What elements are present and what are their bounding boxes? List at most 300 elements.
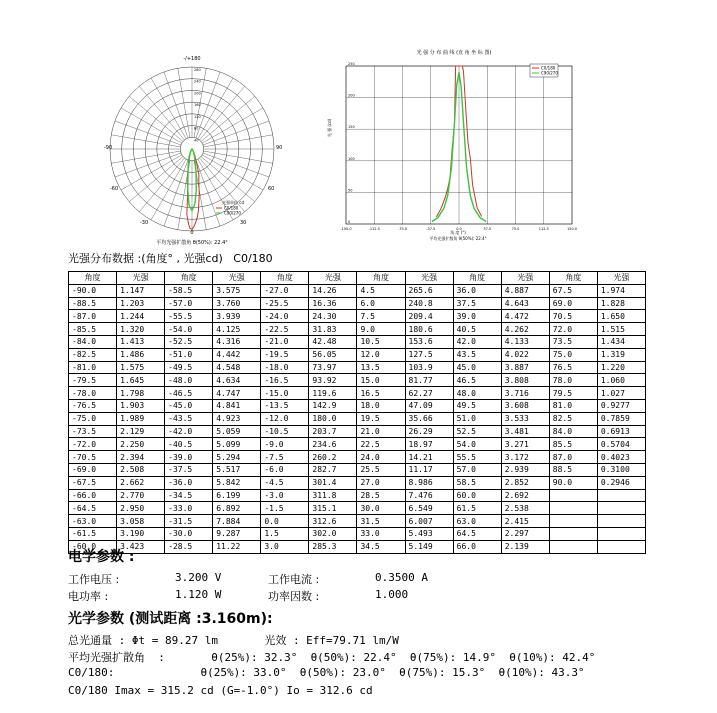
table-cell: 34.5: [357, 540, 405, 553]
table-cell: 3.058: [117, 515, 165, 528]
table-row: [69, 476, 646, 489]
voltage-value: 3.200 V: [175, 571, 222, 584]
table-cell: 1.220: [597, 361, 645, 374]
table-cell: 0.0: [261, 515, 309, 528]
table-cell: -16.5: [261, 374, 309, 387]
table-cell: 9.0: [357, 323, 405, 336]
table-cell: 0.2946: [597, 476, 645, 489]
table-cell: 3.0: [261, 540, 309, 553]
electrical-heading: 电学参数 :: [68, 549, 135, 565]
table-cell: [549, 489, 597, 502]
polar-distribution-chart: [98, 52, 288, 248]
table-title: 光强分布数据 :(角度° , 光强cd) C0/180: [68, 252, 273, 265]
table-cell: -84.0: [69, 335, 117, 348]
polar-spoke: [203, 121, 269, 145]
table-cell: -4.5: [261, 476, 309, 489]
table-cell: 79.5: [549, 387, 597, 400]
polar-left-label-90: -90: [104, 145, 113, 151]
table-cell: 1.434: [597, 335, 645, 348]
power-factor-value: 1.000: [375, 588, 409, 601]
table-cell: -90.0: [69, 284, 117, 297]
table-cell: 46.5: [453, 374, 501, 387]
y-tick-label: 100: [348, 156, 355, 161]
table-cell: -64.5: [69, 502, 117, 515]
current-label: 工作电流 :: [268, 573, 320, 586]
line-chart-ylabel: 光 强 (cd): [327, 118, 332, 138]
intensity-data-table: [68, 271, 646, 554]
polar-spoke: [164, 72, 188, 138]
polar-radial-label: 200: [194, 91, 201, 96]
table-cell: 51.0: [453, 412, 501, 425]
table-cell: 11.22: [213, 540, 261, 553]
table-cell: 78.0: [549, 374, 597, 387]
table-cell: 10.5: [357, 335, 405, 348]
table-cell: 1.974: [597, 284, 645, 297]
table-cell: 21.0: [357, 425, 405, 438]
x-tick-label: -150.0: [340, 227, 352, 231]
table-cell: 2.508: [117, 463, 165, 476]
polar-footer: 平均光强扩散角 θ(50%): 22.4°: [156, 240, 228, 246]
table-header-cell: 角度: [453, 272, 501, 285]
table-cell: 315.1: [309, 502, 357, 515]
table-cell: 2.139: [501, 540, 549, 553]
table-cell: 209.4: [405, 310, 453, 323]
table-cell: -85.5: [69, 323, 117, 336]
table-cell: 1.486: [117, 348, 165, 361]
table-cell: 36.0: [453, 284, 501, 297]
table-cell: 72.0: [549, 323, 597, 336]
table-cell: 58.5: [453, 476, 501, 489]
table-cell: 1.828: [597, 297, 645, 310]
table-cell: 0.5704: [597, 438, 645, 451]
voltage-label: 工作电压 :: [68, 573, 120, 586]
table-cell: -12.0: [261, 412, 309, 425]
table-cell: 3.716: [501, 387, 549, 400]
table-cell: 4.747: [213, 387, 261, 400]
line-chart-grid: [346, 66, 572, 224]
table-cell: 56.05: [309, 348, 357, 361]
legend-label-c90: C90/270: [541, 70, 558, 76]
table-cell: -67.5: [69, 476, 117, 489]
table-cell: 4.643: [501, 297, 549, 310]
table-cell: 45.0: [453, 361, 501, 374]
table-cell: 1.027: [597, 387, 645, 400]
table-cell: 4.472: [501, 310, 549, 323]
table-cell: 5.294: [213, 451, 261, 464]
table-cell: 88.5: [549, 463, 597, 476]
table-cell: 5.517: [213, 463, 261, 476]
x-tick-label: 37.5: [483, 227, 492, 231]
table-row: [69, 387, 646, 400]
table-cell: 30.0: [357, 502, 405, 515]
legend-label-c0: C0/180: [541, 65, 556, 71]
polar-left-label-60: -60: [110, 186, 119, 192]
table-row: [69, 284, 646, 297]
table-cell: 3.887: [501, 361, 549, 374]
table-cell: 12.0: [357, 348, 405, 361]
table-cell: 63.0: [453, 515, 501, 528]
table-cell: 6.892: [213, 502, 261, 515]
table-cell: 40.5: [453, 323, 501, 336]
polar-spoke: [199, 86, 244, 140]
table-cell: 2.939: [501, 463, 549, 476]
table-cell: 2.692: [501, 489, 549, 502]
polar-spoke: [201, 96, 255, 141]
table-cell: 93.92: [309, 374, 357, 387]
table-cell: -52.5: [165, 335, 213, 348]
table-cell: 5.059: [213, 425, 261, 438]
table-cell: 7.476: [405, 489, 453, 502]
table-cell: 3.271: [501, 438, 549, 451]
table-cell: 54.0: [453, 438, 501, 451]
table-cell: 3.575: [213, 284, 261, 297]
polar-spoke: [164, 160, 188, 226]
table-row: [69, 310, 646, 323]
y-tick-label: 150: [348, 125, 355, 130]
table-cell: 1.515: [597, 323, 645, 336]
y-tick-label: 0: [348, 220, 351, 224]
table-header-cell: 光强: [309, 272, 357, 285]
table-cell: -75.0: [69, 412, 117, 425]
table-cell: 3.172: [501, 451, 549, 464]
table-cell: [549, 540, 597, 553]
table-cell: -54.0: [165, 323, 213, 336]
table-row: [69, 323, 646, 336]
table-cell: 4.125: [213, 323, 261, 336]
polar-spoke: [139, 158, 184, 212]
table-cell: 265.6: [405, 284, 453, 297]
table-cell: 75.0: [549, 348, 597, 361]
line-chart-title: 光 强 分 布 曲 线 (直 角 坐 标 图): [416, 50, 492, 56]
table-cell: 2.950: [117, 502, 165, 515]
table-cell: -70.5: [69, 451, 117, 464]
table-cell: 27.0: [357, 476, 405, 489]
table-row: [69, 451, 646, 464]
table-cell: -76.5: [69, 399, 117, 412]
table-cell: 90.0: [549, 476, 597, 489]
table-cell: 4.022: [501, 348, 549, 361]
intensity-line-chart: [327, 48, 706, 244]
table-cell: 4.5: [357, 284, 405, 297]
table-cell: -15.0: [261, 387, 309, 400]
table-cell: 55.5: [453, 451, 501, 464]
table-row: [69, 463, 646, 476]
table-cell: 47.09: [405, 399, 453, 412]
table-cell: 4.923: [213, 412, 261, 425]
table-cell: [549, 515, 597, 528]
table-row: [69, 527, 646, 540]
x-tick-label: 75.0: [511, 227, 520, 231]
table-cell: 0.6913: [597, 425, 645, 438]
line-chart-axes: [340, 62, 577, 231]
table-cell: [597, 489, 645, 502]
polar-spoke: [129, 96, 183, 141]
table-cell: 1.319: [597, 348, 645, 361]
table-row: [69, 515, 646, 528]
table-cell: -21.0: [261, 335, 309, 348]
table-cell: 18.97: [405, 438, 453, 451]
table-cell: -10.5: [261, 425, 309, 438]
table-cell: -72.0: [69, 438, 117, 451]
table-cell: -22.5: [261, 323, 309, 336]
table-cell: 43.5: [453, 348, 501, 361]
table-cell: 2.662: [117, 476, 165, 489]
table-cell: 87.0: [549, 451, 597, 464]
table-cell: [549, 527, 597, 540]
table-cell: 311.8: [309, 489, 357, 502]
table-cell: 22.5: [357, 438, 405, 451]
table-cell: 4.887: [501, 284, 549, 297]
table-cell: 2.129: [117, 425, 165, 438]
table-cell: 33.0: [357, 527, 405, 540]
table-cell: [549, 502, 597, 515]
table-cell: 180.0: [309, 412, 357, 425]
table-cell: 301.4: [309, 476, 357, 489]
table-cell: -73.5: [69, 425, 117, 438]
table-row: [69, 489, 646, 502]
table-cell: 3.481: [501, 425, 549, 438]
table-cell: 1.650: [597, 310, 645, 323]
table-cell: 285.3: [309, 540, 357, 553]
table-cell: 62.27: [405, 387, 453, 400]
table-cell: -69.0: [69, 463, 117, 476]
table-header-cell: 角度: [261, 272, 309, 285]
table-cell: 3.760: [213, 297, 261, 310]
table-cell: 4.548: [213, 361, 261, 374]
flux-line: 总光通量 : Φt = 89.27 lm 光效 : Eff=79.71 lm/W: [68, 634, 399, 647]
table-cell: [597, 527, 645, 540]
table-cell: 25.5: [357, 463, 405, 476]
table-cell: 60.0: [453, 489, 501, 502]
polar-radial-label: 240: [194, 79, 201, 84]
table-cell: 0.4023: [597, 451, 645, 464]
table-header-cell: 光强: [117, 272, 165, 285]
table-cell: 70.5: [549, 310, 597, 323]
line-chart-legend: [530, 64, 558, 77]
table-cell: 11.17: [405, 463, 453, 476]
table-cell: 28.5: [357, 489, 405, 502]
polar-top-label: -/+180: [183, 56, 201, 62]
table-row: [69, 412, 646, 425]
table-cell: 81.77: [405, 374, 453, 387]
table-row: [69, 348, 646, 361]
polar-bottom-label: 0: [190, 230, 194, 236]
line-chart-xlabel: 角 度 (°): [450, 230, 466, 235]
table-cell: 2.297: [501, 527, 549, 540]
table-cell: -51.0: [165, 348, 213, 361]
table-cell: 76.5: [549, 361, 597, 374]
table-cell: 26.29: [405, 425, 453, 438]
table-cell: 2.250: [117, 438, 165, 451]
optical-heading: 光学参数 (测试距离 :3.160m):: [68, 611, 273, 627]
table-cell: -24.0: [261, 310, 309, 323]
table-cell: 4.634: [213, 374, 261, 387]
table-cell: -61.5: [69, 527, 117, 540]
table-cell: 1.203: [117, 297, 165, 310]
table-cell: -43.5: [165, 412, 213, 425]
table-cell: -6.0: [261, 463, 309, 476]
polar-legend-title: 光强单位 cd: [222, 200, 245, 205]
table-row: [69, 335, 646, 348]
table-cell: 7.884: [213, 515, 261, 528]
table-cell: 4.442: [213, 348, 261, 361]
table-cell: 61.5: [453, 502, 501, 515]
polar-radial-label: 160: [194, 103, 201, 108]
table-cell: 5.099: [213, 438, 261, 451]
table-cell: 5.842: [213, 476, 261, 489]
table-cell: 39.0: [453, 310, 501, 323]
polar-radial-label: 80: [194, 126, 199, 131]
table-cell: 18.0: [357, 399, 405, 412]
table-cell: 282.7: [309, 463, 357, 476]
table-cell: 5.493: [405, 527, 453, 540]
line-chart-xlabel2: 平均光强扩散角 θ(50%): 22.4°: [429, 236, 487, 241]
polar-spoke: [115, 153, 181, 177]
table-cell: 13.5: [357, 361, 405, 374]
polar-legend-label-c0: C0/180: [224, 205, 239, 211]
polar-right-label-30: 30: [240, 220, 247, 226]
table-cell: -48.0: [165, 374, 213, 387]
table-cell: -63.0: [69, 515, 117, 528]
table-cell: 2.852: [501, 476, 549, 489]
table-cell: 42.0: [453, 335, 501, 348]
table-cell: 66.0: [453, 540, 501, 553]
table-cell: -1.5: [261, 502, 309, 515]
x-tick-label: -37.5: [426, 227, 436, 231]
table-cell: 85.5: [549, 438, 597, 451]
table-cell: -45.0: [165, 399, 213, 412]
table-cell: 6.007: [405, 515, 453, 528]
table-cell: 57.0: [453, 463, 501, 476]
table-cell: -82.5: [69, 348, 117, 361]
table-cell: -79.5: [69, 374, 117, 387]
table-cell: -9.0: [261, 438, 309, 451]
table-header-cell: 角度: [69, 272, 117, 285]
table-cell: 153.6: [405, 335, 453, 348]
table-cell: 0.9277: [597, 399, 645, 412]
table-header-row: [69, 272, 646, 285]
table-cell: 8.986: [405, 476, 453, 489]
table-cell: -33.0: [165, 502, 213, 515]
table-cell: 1.244: [117, 310, 165, 323]
table-cell: -18.0: [261, 361, 309, 374]
polar-right-label-90: 90: [276, 145, 283, 151]
table-cell: 0.7859: [597, 412, 645, 425]
table-cell: -7.5: [261, 451, 309, 464]
table-cell: 37.5: [453, 297, 501, 310]
table-cell: 260.2: [309, 451, 357, 464]
table-cell: -28.5: [165, 540, 213, 553]
x-tick-label: 112.5: [538, 227, 549, 231]
table-cell: 4.262: [501, 323, 549, 336]
table-cell: 1.575: [117, 361, 165, 374]
table-cell: 52.5: [453, 425, 501, 438]
table-cell: -55.5: [165, 310, 213, 323]
table-cell: 31.5: [357, 515, 405, 528]
table-cell: 35.66: [405, 412, 453, 425]
table-cell: 119.6: [309, 387, 357, 400]
power-label: 电功率 :: [68, 590, 109, 603]
table-cell: 14.26: [309, 284, 357, 297]
polar-spoke: [115, 121, 181, 145]
polar-curves: [187, 149, 199, 229]
table-cell: 1.5: [261, 527, 309, 540]
table-cell: 2.538: [501, 502, 549, 515]
table-cell: 2.770: [117, 489, 165, 502]
table-cell: 1.060: [597, 374, 645, 387]
table-row: [69, 425, 646, 438]
table-cell: 1.147: [117, 284, 165, 297]
polar-radial-label: 120: [194, 114, 201, 119]
table-cell: 4.841: [213, 399, 261, 412]
table-cell: -58.5: [165, 284, 213, 297]
table-cell: 3.423: [117, 540, 165, 553]
table-cell: -87.0: [69, 310, 117, 323]
table-cell: 67.5: [549, 284, 597, 297]
table-cell: 142.9: [309, 399, 357, 412]
table-cell: 6.549: [405, 502, 453, 515]
table-row: [69, 540, 646, 553]
polar-spoke: [139, 86, 184, 140]
table-cell: 9.287: [213, 527, 261, 540]
table-cell: 19.5: [357, 412, 405, 425]
table-cell: 2.415: [501, 515, 549, 528]
table-cell: 1.798: [117, 387, 165, 400]
table-cell: 312.6: [309, 515, 357, 528]
table-cell: -40.5: [165, 438, 213, 451]
power-value: 1.120 W: [175, 588, 222, 601]
table-cell: 82.5: [549, 412, 597, 425]
table-header-cell: 光强: [597, 272, 645, 285]
table-cell: 69.0: [549, 297, 597, 310]
table-header-cell: 光强: [501, 272, 549, 285]
table-cell: -13.5: [261, 399, 309, 412]
table-cell: [597, 515, 645, 528]
x-tick-label: -112.5: [368, 227, 380, 231]
polar-spoke: [129, 156, 183, 201]
table-cell: 42.48: [309, 335, 357, 348]
y-tick-label: 250: [348, 62, 355, 66]
table-cell: -3.0: [261, 489, 309, 502]
table-cell: 234.6: [309, 438, 357, 451]
table-cell: 0.3100: [597, 463, 645, 476]
polar-left-label-30: -30: [140, 220, 149, 226]
table-cell: -78.0: [69, 387, 117, 400]
table-cell: -25.5: [261, 297, 309, 310]
table-cell: 203.7: [309, 425, 357, 438]
table-cell: 1.645: [117, 374, 165, 387]
table-cell: 1.989: [117, 412, 165, 425]
table-cell: 6.0: [357, 297, 405, 310]
table-cell: -30.0: [165, 527, 213, 540]
table-cell: 6.199: [213, 489, 261, 502]
table-cell: [597, 540, 645, 553]
table-cell: 31.83: [309, 323, 357, 336]
table-cell: 127.5: [405, 348, 453, 361]
table-cell: 3.608: [501, 399, 549, 412]
table-header-cell: 光强: [213, 272, 261, 285]
table-cell: 3.190: [117, 527, 165, 540]
polar-radial-label: 280: [194, 68, 201, 72]
table-cell: 4.133: [501, 335, 549, 348]
imax-line: C0/180 Imax = 315.2 cd (G=-1.0°) Io = 312.6 cd: [68, 684, 373, 697]
table-cell: -88.5: [69, 297, 117, 310]
table-cell: 1.413: [117, 335, 165, 348]
table-cell: -34.5: [165, 489, 213, 502]
table-cell: 49.5: [453, 399, 501, 412]
table-cell: 81.0: [549, 399, 597, 412]
table-cell: 2.394: [117, 451, 165, 464]
